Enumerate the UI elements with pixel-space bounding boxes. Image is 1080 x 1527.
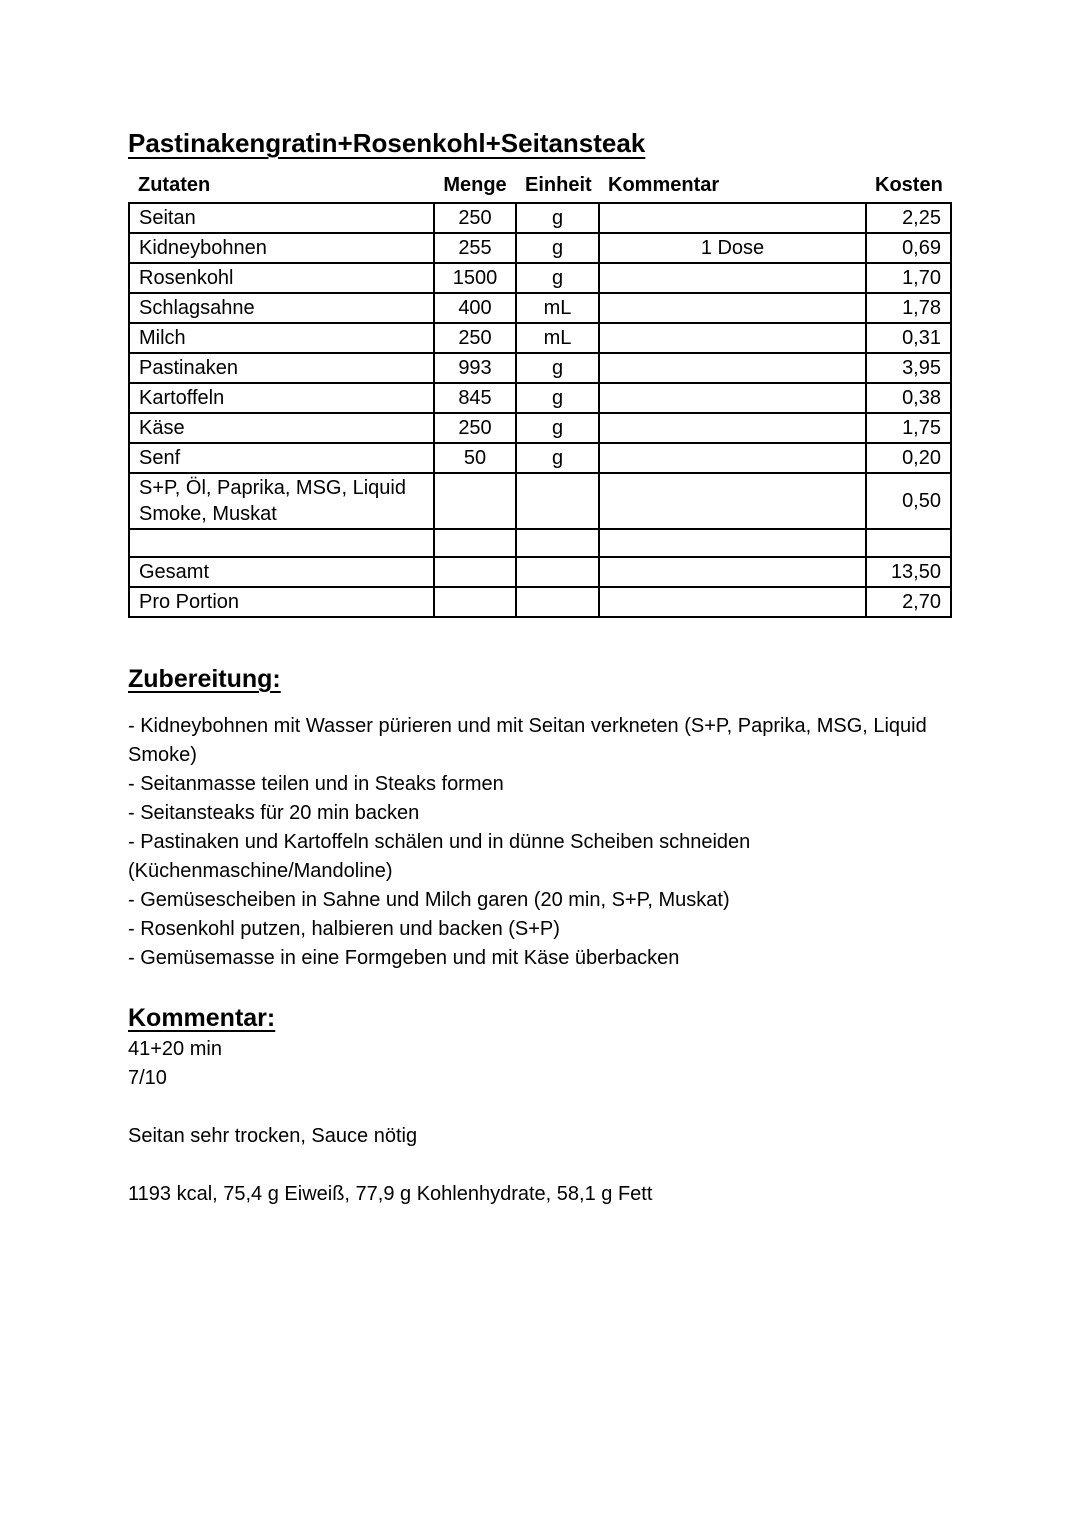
table-row <box>129 353 951 383</box>
step-item: - Pastinaken und Kartoffeln schälen und in dünne Scheiben schneiden (Küchenmaschine/Mandoline) <box>128 831 751 882</box>
unit-cell <box>516 473 599 529</box>
ingredient-cell: Schlagsahne <box>129 293 434 323</box>
unit-cell: g <box>516 413 599 443</box>
cost-cell: 0,50 <box>866 473 951 529</box>
step-item: - Seitansteaks für 20 min backen <box>128 802 420 824</box>
comment-cell <box>599 263 866 293</box>
zubereitung-heading: Zubereitung: <box>128 665 281 693</box>
unit-cell: g <box>516 263 599 293</box>
cost-cell: 3,95 <box>866 353 951 383</box>
comment-cell <box>599 443 866 473</box>
table-row-per-portion <box>129 587 951 617</box>
comment-line-blank <box>128 1093 950 1122</box>
unit-cell: mL <box>516 323 599 353</box>
cost-cell: 2,25 <box>866 203 951 233</box>
ingredient-cell: Kartoffeln <box>129 383 434 413</box>
amount-cell: 255 <box>434 233 516 263</box>
kommentar-heading: Kommentar: <box>128 1004 276 1032</box>
zubereitung-steps <box>128 712 950 973</box>
comment-line-blank <box>128 1151 950 1180</box>
comment-cell <box>599 353 866 383</box>
total-cost-cell: 13,50 <box>866 557 951 587</box>
ingredient-cell: Rosenkohl <box>129 263 434 293</box>
column-header-zutaten: Zutaten <box>138 174 211 196</box>
comment-line-duration: 41+20 min <box>128 1038 222 1060</box>
step-item: - Seitanmasse teilen und in Steaks formen <box>128 773 504 795</box>
amount-cell: 845 <box>434 383 516 413</box>
amount-cell: 50 <box>434 443 516 473</box>
cost-cell: 1,78 <box>866 293 951 323</box>
comment-cell <box>599 557 866 587</box>
comment-cell <box>599 323 866 353</box>
document-content <box>128 128 950 1209</box>
ingredient-cell: S+P, Öl, Paprika, MSG, Liquid Smoke, Muskat <box>129 473 434 529</box>
comment-cell <box>599 587 866 617</box>
amount-cell: 250 <box>434 413 516 443</box>
comment-line-note: Seitan sehr trocken, Sauce nötig <box>128 1125 418 1147</box>
ingredient-cell: Kidneybohnen <box>129 233 434 263</box>
cost-cell: 1,70 <box>866 263 951 293</box>
cost-cell: 0,69 <box>866 233 951 263</box>
comment-cell <box>599 203 866 233</box>
unit-cell: g <box>516 233 599 263</box>
column-header-einheit: Einheit <box>525 174 592 196</box>
column-header-kommentar: Kommentar <box>608 174 720 196</box>
page-title: Pastinakengratin+Rosenkohl+Seitansteak <box>128 128 646 158</box>
unit-cell <box>516 587 599 617</box>
amount-cell <box>434 473 516 529</box>
step-item: - Rosenkohl putzen, halbieren und backen (S+P) <box>128 918 560 940</box>
table-row-empty <box>129 529 951 557</box>
amount-cell: 250 <box>434 203 516 233</box>
ingredient-cell: Seitan <box>129 203 434 233</box>
step-item: - Kidneybohnen mit Wasser pürieren und mit Seitan verkneten (S+P, Paprika, MSG, Liquid Smoke) <box>128 715 927 766</box>
amount-cell: 250 <box>434 323 516 353</box>
step-item: - Gemüsemasse in eine Formgeben und mit Käse überbacken <box>128 947 680 969</box>
amount-cell: 400 <box>434 293 516 323</box>
unit-cell: g <box>516 353 599 383</box>
unit-cell <box>516 529 599 557</box>
table-row <box>129 233 951 263</box>
comment-cell <box>599 529 866 557</box>
unit-cell: g <box>516 443 599 473</box>
amount-cell: 1500 <box>434 263 516 293</box>
cost-cell <box>866 529 951 557</box>
portion-label-cell: Pro Portion <box>129 587 434 617</box>
kommentar-lines <box>128 1035 950 1209</box>
cost-cell: 0,20 <box>866 443 951 473</box>
column-header-menge: Menge <box>443 174 507 196</box>
step-item: - Gemüsescheiben in Sahne und Milch garen (20 min, S+P, Muskat) <box>128 889 730 911</box>
table-row <box>129 203 951 233</box>
ingredient-cell: Milch <box>129 323 434 353</box>
comment-cell: 1 Dose <box>599 233 866 263</box>
table-header-row <box>129 174 951 203</box>
table-row <box>129 473 951 529</box>
ingredient-cell: Senf <box>129 443 434 473</box>
comment-cell <box>599 473 866 529</box>
table-row <box>129 293 951 323</box>
cost-cell: 0,38 <box>866 383 951 413</box>
table-row <box>129 323 951 353</box>
amount-cell <box>434 587 516 617</box>
column-header-kosten: Kosten <box>875 174 943 196</box>
amount-cell <box>434 557 516 587</box>
cost-cell: 0,31 <box>866 323 951 353</box>
table-row-total <box>129 557 951 587</box>
ingredients-table <box>128 174 952 618</box>
comment-cell <box>599 293 866 323</box>
unit-cell: g <box>516 203 599 233</box>
ingredient-cell: Käse <box>129 413 434 443</box>
unit-cell: mL <box>516 293 599 323</box>
table-row <box>129 443 951 473</box>
table-row <box>129 383 951 413</box>
amount-cell <box>434 529 516 557</box>
ingredient-cell <box>129 529 434 557</box>
comment-line-nutrition: 1193 kcal, 75,4 g Eiweiß, 77,9 g Kohlenhydrate, 58,1 g Fett <box>128 1183 653 1205</box>
table-row <box>129 263 951 293</box>
amount-cell: 993 <box>434 353 516 383</box>
table-row <box>129 413 951 443</box>
comment-line-rating: 7/10 <box>128 1067 167 1089</box>
ingredient-cell: Pastinaken <box>129 353 434 383</box>
portion-cost-cell: 2,70 <box>866 587 951 617</box>
unit-cell: g <box>516 383 599 413</box>
unit-cell <box>516 557 599 587</box>
comment-cell <box>599 383 866 413</box>
total-label-cell: Gesamt <box>129 557 434 587</box>
comment-cell <box>599 413 866 443</box>
cost-cell: 1,75 <box>866 413 951 443</box>
